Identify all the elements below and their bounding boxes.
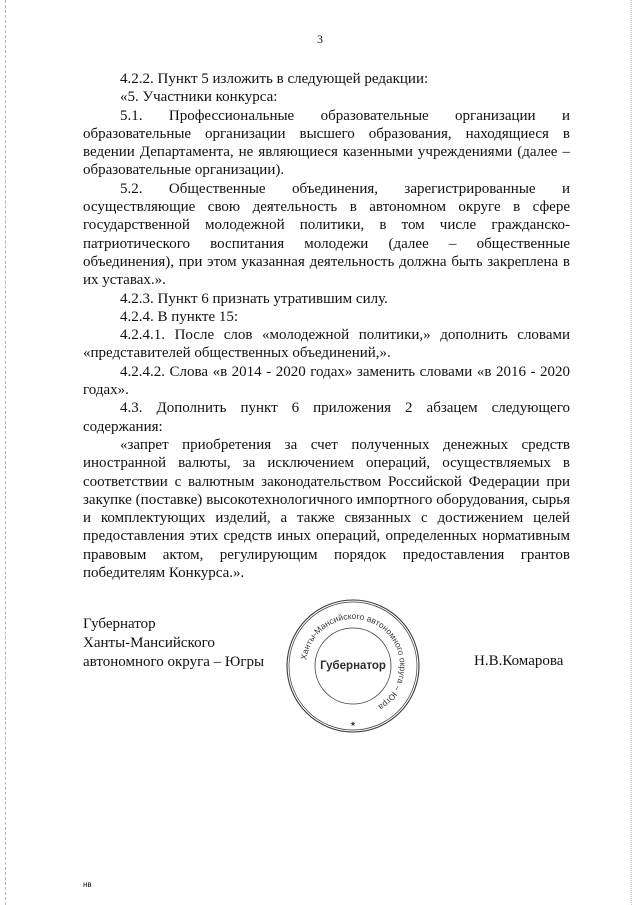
paragraph-4-2-4-1: 4.2.4.1. После слов «молодежной политики,» дополнить словами «представителей общественных объединений,». [83, 327, 570, 362]
paragraph-4-3: 4.3. Дополнить пункт 6 приложения 2 абзацем следующего содержания: [83, 400, 570, 435]
official-seal [283, 596, 423, 736]
seal-ring-text: Ханты-Мансийского автономного округа – Югра [298, 610, 409, 713]
seal-center-text: Губернатор [320, 660, 386, 672]
paragraph-5-1: 5.1. Профессиональные образовательные организации и образовательные организации высшего образования, находящиеся в ведении Департамента, не являющиеся казенными учреждениями (далее – образовательные организации). [83, 107, 570, 179]
page-number: 3 [317, 32, 323, 46]
signatory-title-line: Губернатор [83, 616, 156, 632]
paragraph-5-2: 5.2. Общественные объединения, зарегистрированные и осуществляющие свою деятельность в автономном округе в сфере государственной молодежной политики, в том числе гражданско-патриотического воспитания молодежи (далее – общественные объединения), при этом указанная деятельность должна быть закреплена в их уставах.». [83, 180, 570, 289]
document-body [83, 70, 570, 582]
signatory-title [83, 615, 264, 672]
signatory-title-line: Ханты-Мансийского [83, 635, 215, 651]
paragraph-4-2-4: 4.2.4. В пункте 15: [120, 308, 239, 325]
signatory-name: Н.В.Комарова [474, 653, 564, 669]
signatory-title-line: автономного округа – Югры [83, 654, 265, 670]
paragraph-quote-start: «5. Участники конкурса: [120, 89, 278, 106]
scan-edge-right [631, 0, 632, 905]
paragraph-quote-body: «запрет приобретения за счет полученных денежных средств иностранной валюты, за исключением операций, осуществляемых в соответствии с валютным законодательством Российской Федерации при закупке (поставке) высокотехнологичного импортного оборудования, сырья и комплектующих изделий, а также связанных с достижением целей предоставления этих средств иных операций, определенных нормативным правовым актом, регулирующим порядок предоставления грантов победителям Конкурса.». [83, 436, 570, 582]
seal-star-icon: ★ [349, 721, 357, 728]
paragraph-4-2-2: 4.2.2. Пункт 5 изложить в следующей редакции: [120, 71, 429, 87]
paragraph-4-2-4-2: 4.2.4.2. Слова «в 2014 - 2020 годах» заменить словами «в 2016 - 2020 годах». [83, 363, 570, 399]
paragraph-4-2-3: 4.2.3. Пункт 6 признать утратившим силу. [120, 290, 388, 307]
scan-edge-left [5, 0, 6, 905]
footer-code: нв [83, 880, 92, 889]
